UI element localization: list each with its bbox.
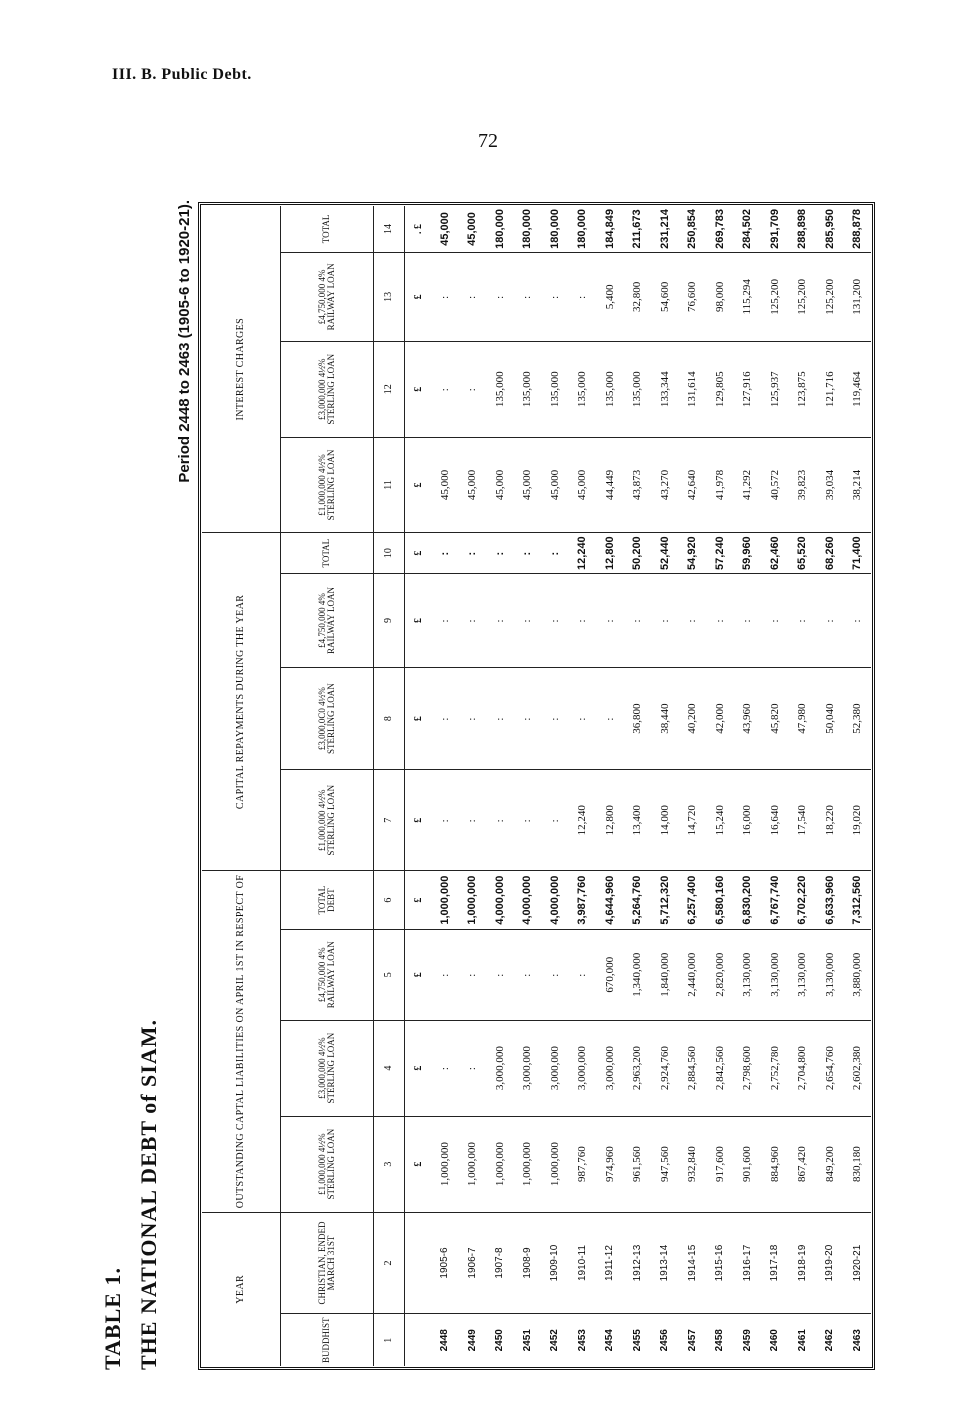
table-cell: 670,000 (596, 929, 624, 1020)
table-cell: 44,449 (596, 437, 624, 533)
table-cell: 36,800 (624, 668, 652, 770)
table-cell: 3,000,000 (486, 1020, 514, 1116)
national-debt-table (202, 206, 871, 1366)
table-cell: 16,640 (761, 770, 789, 871)
table-cell: : (541, 668, 569, 770)
table-cell: 4,644,960 (596, 871, 624, 929)
table-cell: 2,798,600 (734, 1020, 762, 1116)
table-cell: 2455 (631, 1329, 643, 1352)
table-cell: 98,000 (706, 252, 734, 341)
table-row (706, 206, 734, 1366)
table-cell: : (541, 770, 569, 871)
table-cell: 62,460 (761, 533, 789, 574)
table-cell: 14,720 (679, 770, 707, 871)
table-cell: 115,294 (734, 252, 762, 341)
table-cell: : (569, 929, 597, 1020)
table-cell: 12,800 (596, 533, 624, 574)
table-cell: 901,600 (734, 1116, 762, 1212)
table-cell: 131,200 (844, 252, 872, 341)
table-row (844, 206, 872, 1366)
unit-cell: £ (405, 668, 432, 770)
column-header: £3,000,000 4½% STERLING LOAN (281, 1020, 374, 1116)
table-cell: : (541, 533, 569, 574)
table-cell: 135,000 (596, 341, 624, 437)
table-cell: 45,000 (431, 437, 459, 533)
group-header-row (202, 206, 281, 1366)
table-cell: 121,716 (816, 341, 844, 437)
table-cell: 68,260 (816, 533, 844, 574)
table-cell: 50,040 (816, 668, 844, 770)
column-number: 1 (374, 1314, 405, 1366)
table-cell: 1914-15 (679, 1212, 707, 1314)
column-header: TOTAL DEBT (281, 871, 374, 929)
table-cell: 5,264,760 (624, 871, 652, 929)
table-row (734, 206, 762, 1366)
table-cell: : (459, 1020, 487, 1116)
table-cell: : (514, 533, 542, 574)
column-number: 14 (374, 206, 405, 252)
table-cell: 135,000 (514, 341, 542, 437)
column-number: 2 (374, 1212, 405, 1314)
table-cell: 125,937 (761, 341, 789, 437)
table-cell: 3,000,000 (514, 1020, 542, 1116)
table-cell: : (679, 573, 707, 667)
column-header: £3,000,0C0 4½% STERLING LOAN (281, 668, 374, 770)
table-cell: 57,240 (706, 533, 734, 574)
table-cell: 884,960 (761, 1116, 789, 1212)
table-cell: : (624, 573, 652, 667)
table-cell: 125,200 (816, 252, 844, 341)
table-cell: 5,712,320 (651, 871, 679, 929)
table-cell: 1906-7 (459, 1212, 487, 1314)
table-cell: 2462 (824, 1329, 836, 1352)
table-cell: 2,963,200 (624, 1020, 652, 1116)
table-cell: 54,600 (651, 252, 679, 341)
table-cell: 180,000 (486, 206, 514, 252)
table-cell: 16,000 (734, 770, 762, 871)
table-cell: 127,916 (734, 341, 762, 437)
table-cell: 1,000,000 (514, 1116, 542, 1212)
table-cell: : (541, 929, 569, 1020)
unit-cell: £ (405, 341, 432, 437)
table-cell: : (816, 573, 844, 667)
table-row (761, 206, 789, 1366)
table-cell: : (431, 252, 459, 341)
table-cell: 291,709 (761, 206, 789, 252)
table-cell: : (486, 573, 514, 667)
table-cell: 1912-13 (624, 1212, 652, 1314)
table-cell: 3,880,000 (844, 929, 872, 1020)
column-number: 6 (374, 871, 405, 929)
table-cell: : (514, 668, 542, 770)
table-cell: 1913-14 (651, 1212, 679, 1314)
table-cell: 1,000,000 (431, 1116, 459, 1212)
table-cell: 830,180 (844, 1116, 872, 1212)
table-cell: : (486, 533, 514, 574)
table-cell: 917,600 (706, 1116, 734, 1212)
table-cell: : (706, 573, 734, 667)
table-cell: 2456 (659, 1329, 671, 1352)
table-cell: 1911-12 (596, 1212, 624, 1314)
table-cell: 45,000 (431, 206, 459, 252)
table-cell: 129,805 (706, 341, 734, 437)
table-cell: 250,854 (679, 206, 707, 252)
table-cell: 2454 (604, 1329, 616, 1352)
table-cell: 2452 (549, 1329, 561, 1352)
table-cell: 1,000,000 (541, 1116, 569, 1212)
table-cell: 269,783 (706, 206, 734, 252)
column-header: TOTAL (281, 206, 374, 252)
table-cell: 133,344 (651, 341, 679, 437)
table-cell: 65,520 (789, 533, 817, 574)
table-cell: 3,000,000 (541, 1020, 569, 1116)
column-header: £4,750,000 4% RAILWAY LOAN (281, 929, 374, 1020)
group-interest: INTEREST CHARGES (202, 206, 281, 533)
table-cell: 38,440 (651, 668, 679, 770)
column-number: 9 (374, 573, 405, 667)
table-cell: 54,920 (679, 533, 707, 574)
table-cell: 12,240 (569, 770, 597, 871)
table-cell: 2448 (439, 1329, 451, 1352)
table-cell: 2,924,760 (651, 1020, 679, 1116)
table-cell: : (431, 1020, 459, 1116)
table-cell: 7,312,560 (844, 871, 872, 929)
column-number: 10 (374, 533, 405, 574)
table-cell: : (459, 770, 487, 871)
table-row (624, 206, 652, 1366)
table-cell: 125,200 (789, 252, 817, 341)
table-cell: : (541, 252, 569, 341)
table-cell: 1918-19 (789, 1212, 817, 1314)
page-number: 72 (478, 130, 498, 152)
table-cell: 5,400 (596, 252, 624, 341)
unit-cell: £ (405, 770, 432, 871)
table-cell: : (789, 573, 817, 667)
column-header: CHRISTIAN, ENDED MARCH 31ST (281, 1212, 374, 1314)
table-cell: 38,214 (844, 437, 872, 533)
table-cell: : (569, 668, 597, 770)
unit-cell: £ (405, 533, 432, 574)
table-row (514, 206, 542, 1366)
table-cell: : (459, 252, 487, 341)
rotated-table-block (100, 200, 890, 1370)
table-cell: 2457 (686, 1329, 698, 1352)
table-cell: 3,000,000 (596, 1020, 624, 1116)
table-cell: 3,130,000 (789, 929, 817, 1020)
unit-cell: £ (405, 871, 432, 929)
table-cell: 1919-20 (816, 1212, 844, 1314)
table-cell: 4,000,000 (486, 871, 514, 929)
table-cell: : (844, 573, 872, 667)
unit-row (405, 206, 432, 1366)
table-cell: 45,000 (569, 437, 597, 533)
table-cell: 135,000 (486, 341, 514, 437)
table-cell: 4,000,000 (541, 871, 569, 929)
table-cell: 59,960 (734, 533, 762, 574)
table-row (789, 206, 817, 1366)
table-cell: 974,960 (596, 1116, 624, 1212)
table-cell: 131,614 (679, 341, 707, 437)
table-cell: 211,673 (624, 206, 652, 252)
table-cell: 13,400 (624, 770, 652, 871)
table-cell: : (596, 573, 624, 667)
table-cell: 39,034 (816, 437, 844, 533)
column-number-row (374, 206, 405, 1366)
table-cell: : (569, 573, 597, 667)
column-number: 13 (374, 252, 405, 341)
table-number: TABLE 1. (100, 1267, 125, 1370)
table-cell: : (596, 668, 624, 770)
table-cell: 47,980 (789, 668, 817, 770)
table-cell: 987,760 (569, 1116, 597, 1212)
table-cell: 1917-18 (761, 1212, 789, 1314)
table-cell: 1,840,000 (651, 929, 679, 1020)
table-cell: 180,000 (541, 206, 569, 252)
table-cell: 2,752,780 (761, 1020, 789, 1116)
group-year: YEAR (202, 1212, 281, 1366)
table-cell: 135,000 (569, 341, 597, 437)
table-cell: : (486, 929, 514, 1020)
table-cell: 180,000 (569, 206, 597, 252)
table-cell: 6,830,200 (734, 871, 762, 929)
table-cell: 2460 (769, 1329, 781, 1352)
table-cell: : (734, 573, 762, 667)
table-cell: : (459, 668, 487, 770)
table-cell: 71,400 (844, 533, 872, 574)
table-cell: 1916-17 (734, 1212, 762, 1314)
table-cell: 135,000 (541, 341, 569, 437)
column-number: 11 (374, 437, 405, 533)
column-number: 7 (374, 770, 405, 871)
table-cell: 45,000 (541, 437, 569, 533)
unit-cell (405, 1314, 432, 1366)
table-cell: 867,420 (789, 1116, 817, 1212)
table-cell: 1908-9 (514, 1212, 542, 1314)
table-cell: 6,580,160 (706, 871, 734, 929)
table-cell: 45,000 (459, 437, 487, 533)
table-row (679, 206, 707, 1366)
table-row (541, 206, 569, 1366)
table-cell: 2,704,800 (789, 1020, 817, 1116)
table-row (596, 206, 624, 1366)
table-cell: 76,600 (679, 252, 707, 341)
table-row (816, 206, 844, 1366)
column-number: 8 (374, 668, 405, 770)
table-cell: 288,898 (789, 206, 817, 252)
table-cell: 1915-16 (706, 1212, 734, 1314)
column-header: TOTAL (281, 533, 374, 574)
table-cell: : (459, 929, 487, 1020)
table-body (405, 206, 872, 1366)
table-cell: 1,340,000 (624, 929, 652, 1020)
column-header: £1,000,000 4½% STERLING LOAN (281, 1116, 374, 1212)
table-cell: 284,502 (734, 206, 762, 252)
table-cell: 849,200 (816, 1116, 844, 1212)
table-cell: : (651, 573, 679, 667)
table-cell: 1909-10 (541, 1212, 569, 1314)
table-cell: 52,380 (844, 668, 872, 770)
table-cell: : (569, 252, 597, 341)
unit-cell: £ (405, 929, 432, 1020)
table-cell: 12,240 (569, 533, 597, 574)
table-cell: 1907-8 (486, 1212, 514, 1314)
table-cell: 2449 (466, 1329, 478, 1352)
table-cell: 123,875 (789, 341, 817, 437)
column-header: £3,000,000 4½% STERLING LOAN (281, 341, 374, 437)
table-cell: : (514, 252, 542, 341)
column-header: £4,750,000 4% RAILWAY LOAN (281, 252, 374, 341)
table-cell: : (514, 573, 542, 667)
table-cell: 1,000,000 (459, 1116, 487, 1212)
table-cell: 14,000 (651, 770, 679, 871)
table-cell: 1905-6 (431, 1212, 459, 1314)
table-cell: 3,130,000 (816, 929, 844, 1020)
table-cell: : (431, 770, 459, 871)
table-cell: 42,000 (706, 668, 734, 770)
table-cell: 19,020 (844, 770, 872, 871)
column-header: £4,750,000 4% RAILWAY LOAN (281, 573, 374, 667)
table-cell: 2453 (576, 1329, 588, 1352)
table-cell: : (459, 573, 487, 667)
table-cell: 2,602,380 (844, 1020, 872, 1116)
column-number: 12 (374, 341, 405, 437)
table-cell: : (514, 770, 542, 871)
table-cell: : (541, 573, 569, 667)
table-cell: 42,640 (679, 437, 707, 533)
table-cell: 288,878 (844, 206, 872, 252)
table-frame (198, 202, 875, 1370)
table-cell: 119,464 (844, 341, 872, 437)
table-row (459, 206, 487, 1366)
table-cell: 2458 (714, 1329, 726, 1352)
table-cell: 947,560 (651, 1116, 679, 1212)
table-cell: : (431, 573, 459, 667)
table-cell: 32,800 (624, 252, 652, 341)
table-cell: 45,000 (486, 437, 514, 533)
unit-cell: £ (405, 1116, 432, 1212)
table-cell: 961,560 (624, 1116, 652, 1212)
table-row (569, 206, 597, 1366)
table-cell: 932,840 (679, 1116, 707, 1212)
table-cell: 1,000,000 (459, 871, 487, 929)
table-cell: 3,130,000 (734, 929, 762, 1020)
table-cell: 6,257,400 (679, 871, 707, 929)
table-cell: 6,767,740 (761, 871, 789, 929)
table-row (651, 206, 679, 1366)
table-cell: : (431, 929, 459, 1020)
column-header: £1,000,000 4½% STERLING LOAN (281, 770, 374, 871)
table-cell: 2,842,560 (706, 1020, 734, 1116)
table-cell: : (431, 341, 459, 437)
table-cell: : (486, 668, 514, 770)
column-number: 3 (374, 1116, 405, 1212)
table-cell: 41,978 (706, 437, 734, 533)
group-repayments: CAPITAL REPAYMENTS DURING THE YEAR (202, 533, 281, 871)
table-cell: 1910-11 (569, 1212, 597, 1314)
table-cell: 43,270 (651, 437, 679, 533)
table-cell: 4,000,000 (514, 871, 542, 929)
table-cell: 231,214 (651, 206, 679, 252)
table-cell: : (431, 668, 459, 770)
table-cell: 45,000 (459, 206, 487, 252)
table-cell: 18,220 (816, 770, 844, 871)
table-cell: 1920-21 (844, 1212, 872, 1314)
table-cell: : (761, 573, 789, 667)
table-cell: 6,702,220 (789, 871, 817, 929)
table-cell: 43,960 (734, 668, 762, 770)
table-cell: 3,000,000 (569, 1020, 597, 1116)
table-cell: 125,200 (761, 252, 789, 341)
unit-cell: £ (405, 437, 432, 533)
table-cell: 2459 (741, 1329, 753, 1352)
table-cell: : (459, 533, 487, 574)
section-header: III. B. Public Debt. (112, 66, 252, 83)
unit-cell: . £ (405, 206, 432, 252)
table-cell: 3,130,000 (761, 929, 789, 1020)
table-cell: : (431, 533, 459, 574)
unit-cell: £ (405, 573, 432, 667)
unit-cell (405, 1212, 432, 1314)
table-cell: 52,440 (651, 533, 679, 574)
unit-cell: £ (405, 1020, 432, 1116)
table-cell: 2,654,760 (816, 1020, 844, 1116)
table-cell: 17,540 (789, 770, 817, 871)
table-cell: 2461 (796, 1329, 808, 1352)
column-header-row (281, 206, 374, 1366)
table-cell: 15,240 (706, 770, 734, 871)
column-number: 5 (374, 929, 405, 1020)
table-cell: 40,200 (679, 668, 707, 770)
table-title: THE NATIONAL DEBT of SIAM. (136, 1019, 161, 1370)
table-cell: 184,849 (596, 206, 624, 252)
period-note: Period 2448 to 2463 (1905-6 to 1920-21). (176, 200, 193, 483)
table-cell: 43,873 (624, 437, 652, 533)
table-cell: 45,000 (514, 437, 542, 533)
table-cell: 3,987,760 (569, 871, 597, 929)
table-cell: 2,440,000 (679, 929, 707, 1020)
group-outstanding: OUTSTANDING CAPTAL LIABILITIES ON APRIL 1ST IN RESPECT OF (202, 871, 281, 1212)
table-cell: 2450 (494, 1329, 506, 1352)
table-cell: 180,000 (514, 206, 542, 252)
column-header: £1,000,000 4½% STERLING LOAN (281, 437, 374, 533)
table-row (431, 206, 459, 1366)
unit-cell: £ (405, 252, 432, 341)
column-header: BUDDHIST (281, 1314, 374, 1366)
table-cell: 41,292 (734, 437, 762, 533)
table-cell: 135,000 (624, 341, 652, 437)
table-cell: : (486, 252, 514, 341)
column-number: 4 (374, 1020, 405, 1116)
table-cell: 6,633,960 (816, 871, 844, 929)
table-cell: 2,820,000 (706, 929, 734, 1020)
table-cell: 50,200 (624, 533, 652, 574)
table-cell: 45,820 (761, 668, 789, 770)
table-row (486, 206, 514, 1366)
table-cell: 39,823 (789, 437, 817, 533)
table-cell: 1,000,000 (486, 1116, 514, 1212)
table-cell: 2451 (521, 1329, 533, 1352)
table-cell: 12,800 (596, 770, 624, 871)
table-cell: 2463 (851, 1329, 863, 1352)
table-cell: : (486, 770, 514, 871)
table-cell: : (459, 341, 487, 437)
table-cell: 40,572 (761, 437, 789, 533)
table-cell: 285,950 (816, 206, 844, 252)
table-cell: 2,884,560 (679, 1020, 707, 1116)
table-cell: 1,000,000 (431, 871, 459, 929)
table-cell: : (514, 929, 542, 1020)
